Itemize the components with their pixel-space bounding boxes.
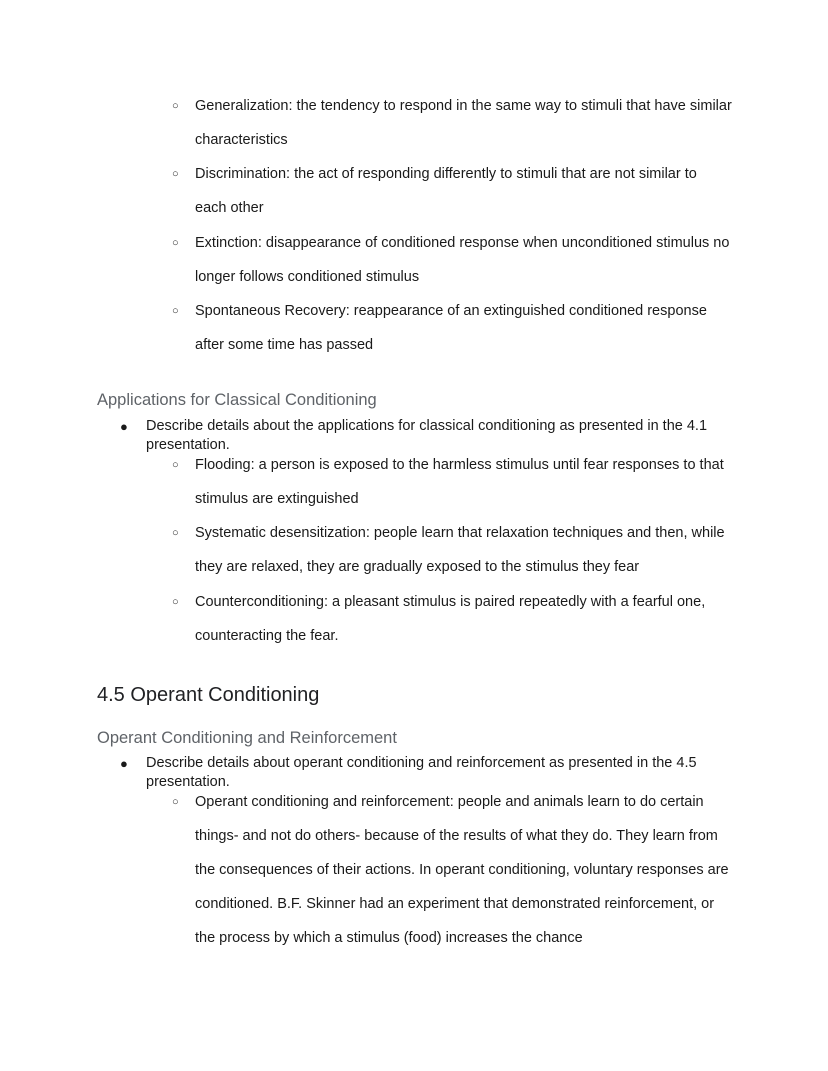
list-item-text: Generalization: the tendency to respond in the same way to stimuli that have similar characteristics (195, 98, 732, 148)
section-heading-applications: Applications for Classical Conditioning (97, 391, 377, 409)
list-item-text: Extinction: disappearance of conditioned response when unconditioned stimulus no longer follows conditioned stimulus (195, 235, 730, 285)
circle-bullet-icon: ○ (172, 796, 179, 808)
list-item-discrimination (172, 157, 732, 225)
bullet-item-text: Describe details about operant conditioning and reinforcement as presented in the 4.5 presentation. (146, 755, 697, 790)
list-item-counterconditioning (172, 585, 732, 653)
bullet-item-text: Describe details about the applications for classical conditioning as presented in the 4.1 presentation. (146, 418, 708, 453)
circle-bullet-icon: ○ (172, 459, 179, 471)
list-item-text: Operant conditioning and reinforcement: people and animals learn to do certain things- and not do others- because of the results of what they do. They learn from the consequences of their actions. In operant conditioning, voluntary responses are conditioned. B.F. Skinner had an experiment that demonstrated reinforcement, or the process by which a stimulus (food) increases the chance (195, 794, 729, 946)
list-item-text: Counterconditioning: a pleasant stimulus is paired repeatedly with a fearful one, counteracting the fear. (195, 594, 706, 644)
list-item-generalization (172, 89, 732, 157)
list-item-spontaneous-recovery (172, 294, 732, 362)
list-item-text: Spontaneous Recovery: reappearance of an extinguished conditioned response after some time has passed (195, 303, 707, 353)
section-heading-operant: Operant Conditioning and Reinforcement (97, 729, 397, 747)
list-item-operant-reinforcement (172, 785, 732, 955)
list-item-flooding (172, 448, 732, 516)
circle-bullet-icon: ○ (172, 168, 179, 180)
circle-bullet-icon: ○ (172, 596, 179, 608)
circle-bullet-icon: ○ (172, 237, 179, 249)
circle-bullet-icon: ○ (172, 100, 179, 112)
list-item-text: Discrimination: the act of responding differently to stimuli that are not similar to each other (195, 166, 697, 216)
dot-bullet-icon: ● (120, 756, 128, 771)
circle-bullet-icon: ○ (172, 305, 179, 317)
list-item-extinction (172, 226, 732, 294)
dot-bullet-icon: ● (120, 419, 128, 434)
list-item-text: Systematic desensitization: people learn that relaxation techniques and then, while they are relaxed, they are gradually exposed to the stimulus they fear (195, 525, 725, 575)
circle-bullet-icon: ○ (172, 527, 179, 539)
list-item-systematic-desensitization (172, 516, 732, 584)
section-title-4-5: 4.5 Operant Conditioning (97, 684, 320, 706)
list-item-text: Flooding: a person is exposed to the harmless stimulus until fear responses to that stimulus are extinguished (195, 457, 724, 507)
